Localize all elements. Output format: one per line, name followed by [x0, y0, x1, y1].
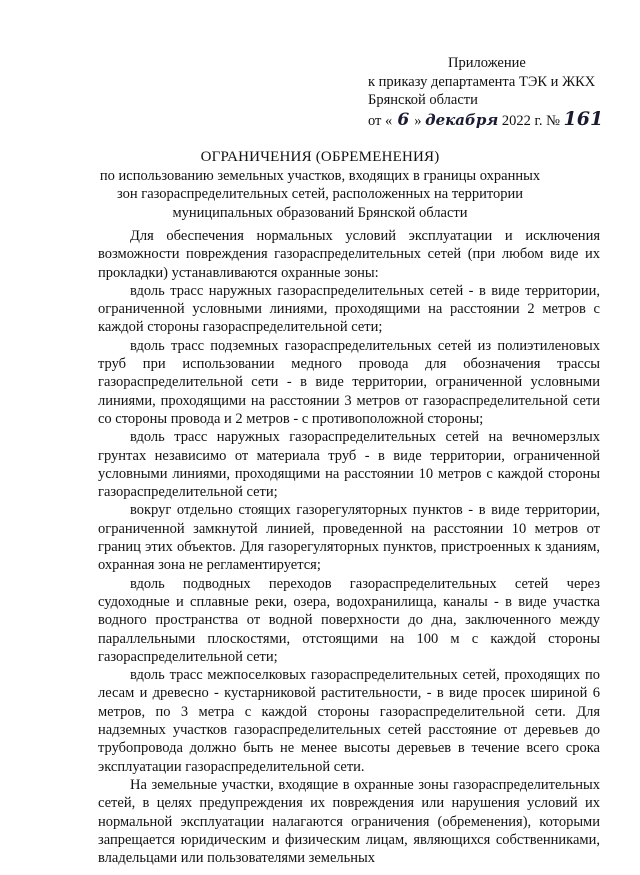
document-subtitle-line-1: по использованию земельных участков, входящих в границы охранных	[99, 167, 541, 184]
document-title-block	[0, 148, 640, 222]
paragraph-intro: Для обеспечения нормальных условий эксплуатации и исключения возможности повреждения газораспределительных сетей (при любом виде их прокладки) устанавливаются охранные зоны:	[98, 228, 600, 281]
date-year: 2022 г. №	[501, 112, 560, 129]
appendix-header	[368, 54, 618, 130]
paragraph-restrictions: На земельные участки, входящие в охранные зоны газораспределительных сетей, в целях предупреждения их повреждения или нарушения условий их нормальной эксплуатации налагаются ограничения (обременения), которыми запрещается юридическим и физическим лицам, являющихся собственниками, владельцами или пользователями земельных	[98, 776, 600, 867]
document-body	[98, 227, 600, 867]
paragraph-underwater-crossings: вдоль подводных переходов газораспределительных сетей через судоходные и сплавные реки, озера, водохранилища, каналы - в виде участка водного пространства от водной поверхности до дна, заключенного между параллельными плоскостями, отстоящими на 100 м с каждой стороны газораспределительной сети;	[98, 575, 600, 665]
paragraph-regulator-points: вокруг отдельно стоящих газорегуляторных пунктов - в виде территории, ограниченной замкнутой линией, проведенной на расстоянии 10 метров от границ этих объектов. Для газорегуляторных пунктов, пристроенных к зданиям, охранная зона не регламентируется;	[98, 502, 600, 574]
appendix-region: Брянской области	[368, 92, 478, 108]
paragraph-external-networks: вдоль трасс наружных газораспределительных сетей - в виде территории, ограниченной условными линиями, проходящими на расстоянии 2 метров с каждой стороны газораспределительной сети;	[98, 282, 600, 336]
date-month-handwritten: декабря	[425, 110, 499, 129]
appendix-order-reference: к приказу департамента ТЭК и ЖКХ	[368, 73, 596, 90]
paragraph-underground-polyethylene: вдоль трасс подземных газораспределительных сетей из полиэтиленовых труб при использовании медного провода для обозначения трассы газораспределительной сети - в виде территории, ограниченной условными линиями, проходящими на расстоянии 3 метров от газораспределительной сети со стороны провода и 2 метров - с противоположной стороны;	[98, 337, 600, 427]
date-prefix: от «	[368, 112, 393, 129]
paragraph-permafrost: вдоль трасс наружных газораспределительных сетей на вечномерзлых грунтах независимо от материала труб - в виде территории, ограниченной условными линиями, проходящими на расстоянии 10 метров с каждой стороны газораспределительной сети;	[98, 429, 600, 501]
date-day-handwritten: 6	[397, 109, 410, 130]
appendix-label: Приложение	[448, 55, 526, 71]
paragraph-intersettlement-forest: вдоль трасс межпоселковых газораспределительных сетей, проходящих по лесам и древесно - кустарниковой растительности, - в виде просек шириной 6 метров, по 3 метра с каждой стороны газораспределительной сети. Для надземных участков газораспределительных сетей расстояние от деревьев до трубопровода должно быть не менее высоты деревьев в течение всего срока эксплуатации газораспределительной сети.	[98, 667, 600, 775]
document-heading: ОГРАНИЧЕНИЯ (ОБРЕМЕНЕНИЯ)	[200, 149, 440, 165]
appendix-date-line	[368, 107, 618, 131]
date-quote-close: »	[414, 112, 422, 129]
document-subtitle-line-2: зон газораспределительных сетей, расположенных на территории	[116, 186, 524, 202]
order-number-handwritten: 161	[563, 107, 604, 130]
document-subtitle-line-3: муниципальных образований Брянской области	[172, 204, 468, 221]
